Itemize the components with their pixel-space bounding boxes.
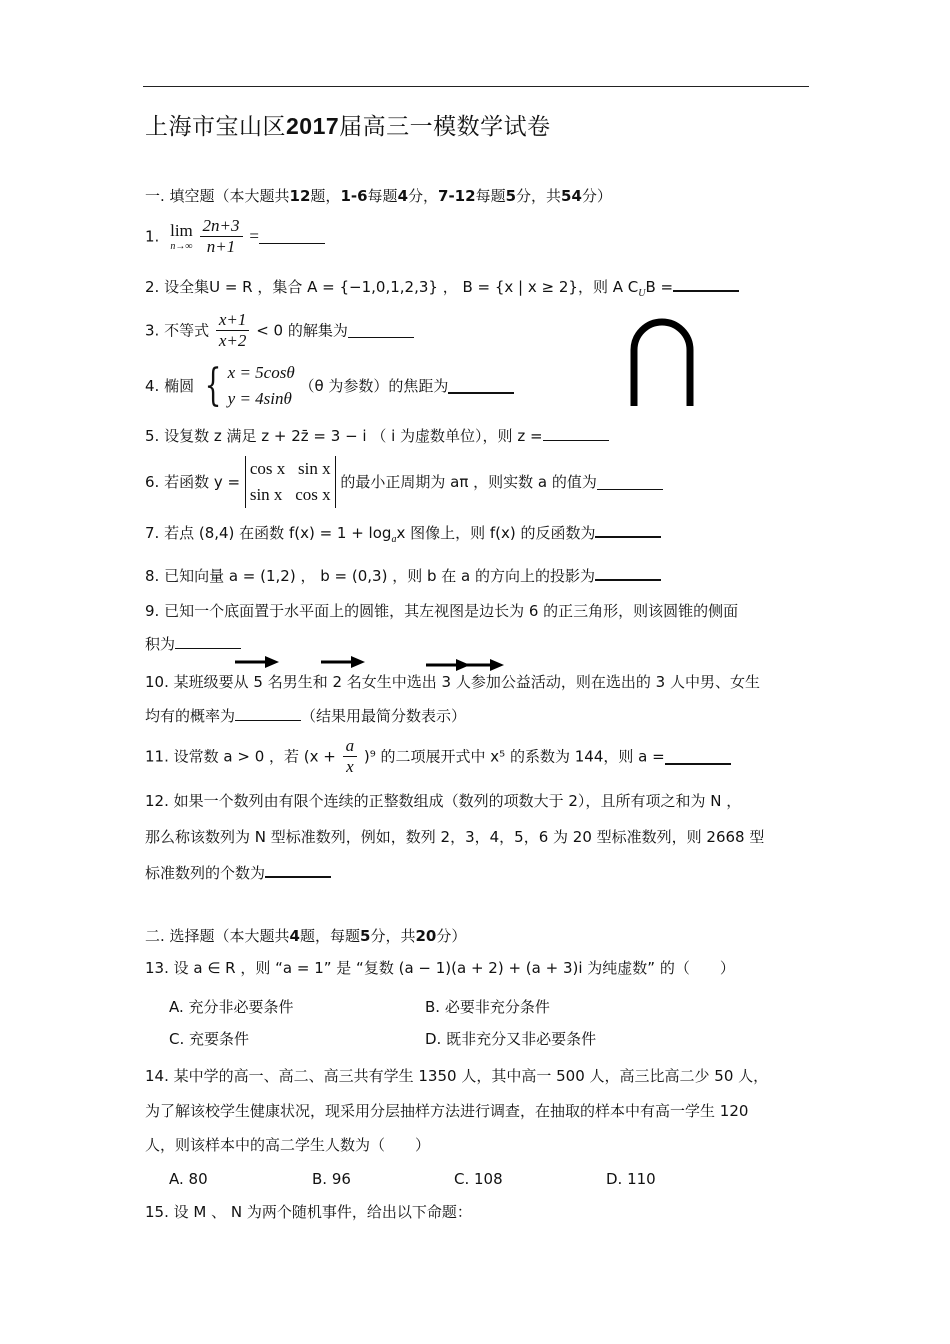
question-10-line1: 10. 某班级要从 5 名男生和 2 名女生中选出 3 人参加公益活动，则在选出的 3 人中男、女生: [145, 673, 760, 691]
q14-option-a[interactable]: A. 80: [169, 1170, 208, 1188]
answer-blank-6[interactable]: [597, 475, 663, 490]
q13-option-d[interactable]: D. 既非充分又非必要条件: [425, 1030, 597, 1048]
question-10-line2: 均有的概率为 （结果用最简分数表示）: [145, 707, 467, 725]
q14-option-b[interactable]: B. 96: [312, 1170, 351, 1188]
question-8: 8. 已知向量 a = (1,2) ， b = (0,3) ，则 b 在 a 的方向上的投影为: [145, 565, 661, 586]
vector-arrow-icon: [319, 654, 367, 670]
q14-option-c[interactable]: C. 108: [454, 1170, 503, 1188]
vector-arrow-icon: [233, 654, 281, 670]
answer-blank-9[interactable]: [175, 634, 241, 649]
page-title: [145, 108, 551, 141]
question-1: 1. lim n→∞ $\frac{2n+3}{n+1}$ =: [145, 216, 325, 257]
question-6: 6. 若函数 y = cos x sin x sin x cos x 的最小正周期为 aπ ，则实数 a 的值为: [145, 456, 663, 508]
question-14-line3: 人，则该样本中的高二学生人数为（ ）: [145, 1136, 431, 1154]
question-2: 2. 设全集U = R ，集合 A = {−1,0,1,2,3} ， B = {x | x ≥ 2}，则 A $C_UB$ =: [145, 276, 739, 304]
answer-blank-12[interactable]: [265, 862, 331, 878]
question-7: 7. 若点 (8,4) 在函数 $f(x) = 1 + \log_ax$ 图像上，则 f(x) 的反函数为: [145, 522, 661, 550]
question-5: 5. 设复数 z 满足 z + 2z̄ = 3 − i （ i 为虚数单位），则 z =: [145, 426, 609, 446]
answer-blank-1[interactable]: [259, 229, 325, 244]
question-13: 13. 设 a ∈ R ，则 “a = 1” 是 “复数 (a − 1)(a + 2) + (a + 3)i 为纯虚数” 的（ ）: [145, 959, 735, 977]
question-9-line2: 积为: [145, 634, 241, 654]
q13-option-b[interactable]: B. 必要非充分条件: [425, 998, 550, 1016]
answer-blank-8[interactable]: [595, 565, 661, 581]
question-14-line2: 为了解该校学生健康状况，现采用分层抽样方法进行调查，在抽取的样本中有高一学生 120: [145, 1102, 749, 1120]
q13-option-c[interactable]: C. 充要条件: [169, 1030, 250, 1048]
answer-blank-10[interactable]: [235, 706, 301, 721]
q14-option-d[interactable]: D. 110: [606, 1170, 656, 1188]
question-12-line2: 那么称该数列为 N 型标准数列，例如，数列 2，3，4，5，6 为 20 型标准数列，则 2668 型: [145, 828, 765, 846]
question-15: 15. 设 M 、 N 为两个随机事件，给出以下命题：: [145, 1203, 472, 1221]
answer-blank-2[interactable]: [673, 276, 739, 292]
section2-heading: 二. 选择题（本大题共4题，每题5分，共20分）: [145, 927, 467, 945]
answer-blank-11[interactable]: [665, 749, 731, 765]
question-14-line1: 14. 某中学的高一、高二、高三共有学生 1350 人，其中高一 500 人，高三比高二少 50 人，: [145, 1067, 769, 1085]
question-4: 4. 椭圆 { x = 5cosθ y = 4sinθ （θ 为参数）的焦距为: [145, 360, 514, 412]
title-part1: 上海市宝山区: [145, 114, 286, 140]
answer-blank-7[interactable]: [595, 522, 661, 538]
answer-blank-5[interactable]: [543, 426, 609, 441]
title-year: 2017: [286, 113, 340, 139]
double-vector-arrow-icon: [424, 657, 506, 673]
top-rule: [143, 86, 809, 87]
q13-option-a[interactable]: A. 充分非必要条件: [169, 998, 294, 1016]
question-9-line1: 9. 已知一个底面置于水平面上的圆锥，其左视图是边长为 6 的正三角形，则该圆锥的侧面: [145, 602, 739, 620]
answer-blank-3[interactable]: [348, 323, 414, 338]
question-12-line1: 12. 如果一个数列由有限个连续的正整数组成（数列的项数大于 2），且所有项之和为 N ，: [145, 792, 742, 810]
section1-heading: 一. 填空题（本大题共12题，1-6每题4分，7-12每题5分，共54分）: [145, 187, 612, 205]
question-11: 11. 设常数 a > 0 ，若 (x + $\frac{a}{x}$ )⁹ 的二项展开式中 x⁵ 的系数为 144，则 a =: [145, 736, 731, 777]
question-3: 3. 不等式 $\frac{x+1}{x+2}$ < 0 的解集为: [145, 310, 414, 351]
answer-blank-4[interactable]: [448, 378, 514, 394]
question-12-line3: 标准数列的个数为: [145, 862, 331, 883]
title-part2: 届高三一模数学试卷: [339, 114, 551, 140]
intersection-symbol-icon: [626, 314, 698, 410]
